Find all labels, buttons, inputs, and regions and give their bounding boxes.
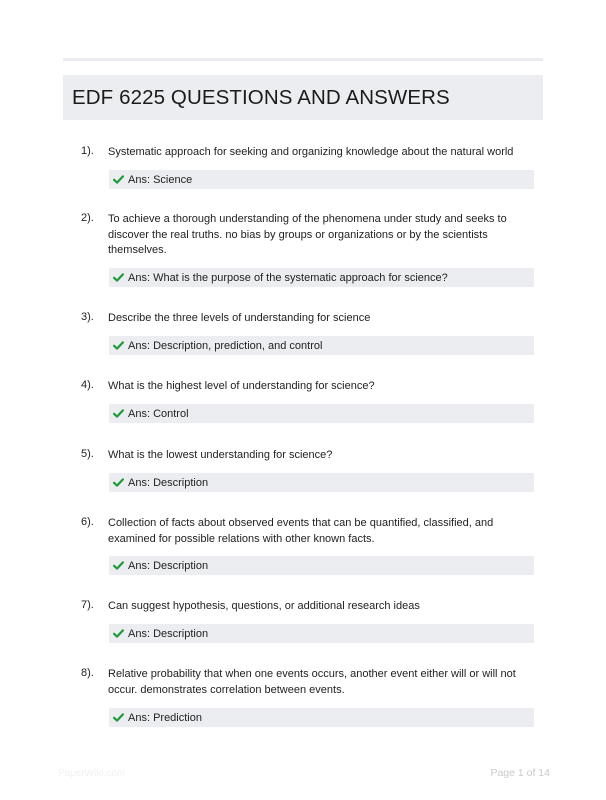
answer-text: Ans: Description	[128, 559, 209, 572]
answer-box	[109, 268, 534, 287]
answer-box	[109, 336, 534, 355]
title-bar	[63, 75, 543, 120]
footer-brand: PaperWiki.com	[58, 768, 126, 779]
check-icon	[113, 477, 124, 488]
question-text: Relative probability that when one events occurs, another event either will or will not occur. demonstrates correlation between events.	[108, 668, 516, 696]
check-icon	[113, 560, 124, 571]
answer-text: Ans: Control	[128, 407, 189, 420]
question-text: What is the lowest understanding for science?	[108, 449, 333, 461]
check-icon	[113, 408, 124, 419]
question-number: 3).	[81, 311, 94, 323]
answer-text: Ans: Description, prediction, and control	[128, 339, 323, 352]
question-number: 5).	[81, 448, 94, 460]
top-divider	[63, 58, 543, 61]
answer-box	[109, 170, 534, 189]
question-number: 8).	[81, 667, 94, 679]
question-text: Systematic approach for seeking and organizing knowledge about the natural world	[108, 146, 514, 158]
page-indicator: Page 1 of 14	[490, 767, 550, 779]
answer-text: Ans: Description	[128, 627, 209, 640]
check-icon	[113, 174, 124, 185]
question-number: 7).	[81, 599, 94, 611]
question-text: What is the highest level of understanding for science?	[108, 380, 375, 392]
question-text: To achieve a thorough understanding of the phenomena under study and seeks to discover the real truths. no bias by groups or organizations or by the scientists themselves.	[108, 213, 507, 256]
answer-box	[109, 473, 534, 492]
answer-box	[109, 404, 534, 423]
question-number: 2).	[81, 212, 94, 224]
question-text: Describe the three levels of understanding for science	[108, 312, 371, 324]
answer-text: Ans: Description	[128, 476, 209, 489]
answer-text: Ans: What is the purpose of the systematic approach for science?	[128, 271, 448, 284]
question-number: 1).	[81, 145, 94, 157]
check-icon	[113, 340, 124, 351]
answer-box	[109, 556, 534, 575]
question-text: Can suggest hypothesis, questions, or additional research ideas	[108, 600, 420, 612]
answer-box	[109, 708, 534, 727]
question-text: Collection of facts about observed events that can be quantified, classified, and examined for possible relations with other known facts.	[108, 517, 494, 545]
question-number: 4).	[81, 379, 94, 391]
question-number: 6).	[81, 516, 94, 528]
answer-box	[109, 624, 534, 643]
check-icon	[113, 628, 124, 639]
answer-text: Ans: Prediction	[128, 711, 202, 724]
document-title: EDF 6225 QUESTIONS AND ANSWERS	[72, 85, 450, 109]
check-icon	[113, 272, 124, 283]
answer-text: Ans: Science	[128, 173, 193, 186]
check-icon	[113, 712, 124, 723]
